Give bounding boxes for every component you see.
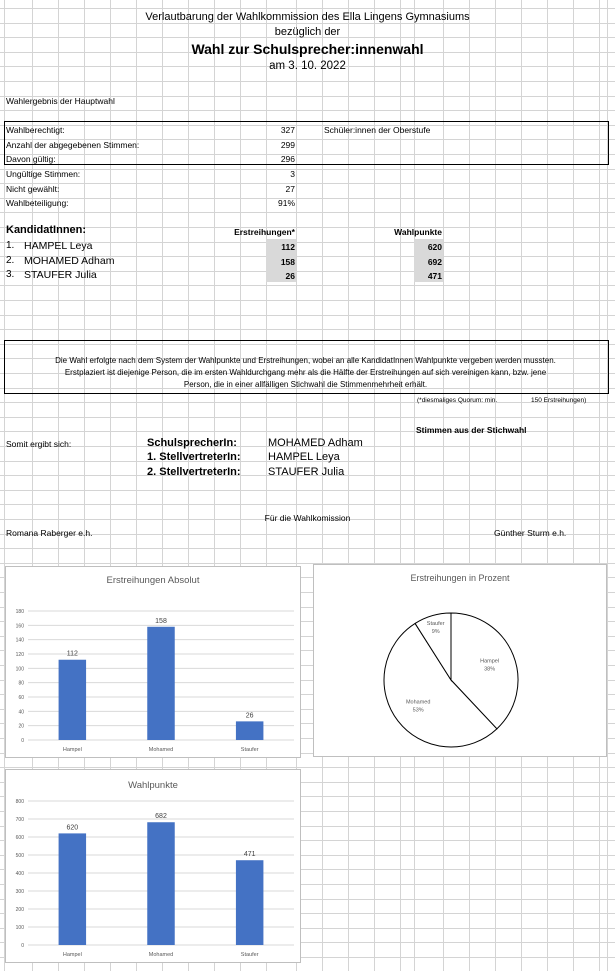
erstreihungen-prozent-chart (313, 564, 607, 757)
data-label: 112 (66, 650, 78, 658)
y-tick-label: 500 (15, 853, 24, 859)
wahlpunkte-plot (6, 770, 300, 962)
wahlpunkte-chart (5, 769, 301, 963)
x-tick-label: Staufer (240, 952, 259, 958)
chart-title: Erstreihungen Absolut (106, 575, 200, 586)
page-title: Wahl zur Schulsprecher:innenwahl (191, 41, 424, 57)
data-label: 682 (155, 813, 167, 821)
y-tick-label: 700 (15, 817, 24, 823)
data-label: 620 (66, 824, 79, 832)
y-tick-label: 60 (18, 695, 24, 701)
info-line-2: Erstplaziert ist diejenige Person, die im ersten Wahldurchgang mehr als die Hälfte der Erstreihungen auf sich vereinigen kann, bzw. jene (64, 368, 547, 377)
wahlpunkte-header: Wahlpunkte (394, 227, 442, 237)
y-tick-label: 40 (18, 709, 24, 716)
outcome-role: 2. StellvertreterIn: (147, 466, 241, 478)
y-tick-label: 80 (18, 680, 24, 687)
y-tick-label: 140 (15, 637, 24, 644)
y-tick-label: 200 (15, 907, 24, 913)
stat-label: Ungültige Stimmen: (6, 169, 81, 179)
stat-value: 91% (277, 198, 295, 208)
pie-value-label: 38% (484, 666, 496, 673)
y-tick-label: 100 (15, 666, 24, 673)
erstreihungen-prozent-plot (314, 565, 606, 756)
chart-title: Wahlpunkte (128, 780, 178, 791)
erstreihungen-header: Erstreihungen* (234, 227, 295, 237)
y-tick-label: 180 (15, 609, 24, 615)
pie-label: Staufer (426, 621, 445, 628)
candidate-wahlpunkte: 471 (427, 271, 442, 281)
signature-right: Günther Sturm e.h. (494, 528, 567, 538)
x-tick-label: Hampel (62, 952, 82, 958)
outcome-intro: Somit ergibt sich: (6, 439, 72, 449)
bar (236, 721, 263, 740)
info-line-1: Die Wahl erfolgte nach dem System der Wahlpunkte und Erstreihungen, wobei an alle KandidatInnen Wahlpunkte vergeben werden mussten. (55, 356, 556, 365)
y-tick-label: 800 (15, 799, 24, 805)
erstreihungen-absolut-plot (6, 567, 300, 757)
candidate-wahlpunkte: 620 (427, 242, 442, 252)
header-line-1: Verlautbarung der Wahlkommission des Ella Lingens Gymnasiums (145, 11, 470, 23)
outcome-name: MOHAMED Adham (268, 437, 363, 449)
election-date: am 3. 10. 2022 (269, 60, 346, 72)
stat-value: 3 (290, 169, 295, 179)
y-tick-label: 600 (15, 835, 24, 841)
stat-label: Davon gültig: (6, 154, 56, 164)
candidate-erstreihungen: 26 (285, 271, 295, 281)
pie-value-label: 53% (412, 707, 424, 714)
stat-label: Nicht gewählt: (6, 184, 60, 194)
y-tick-label: 0 (21, 738, 24, 744)
outcome-name: HAMPEL Leya (268, 451, 340, 463)
info-line-3: Person, die in einer allfälligen Stichwahl die Stimmenmehrheit erhält. (183, 380, 428, 389)
erstreihungen-absolut-chart (5, 566, 301, 758)
stat-label: Anzahl der abgegebenen Stimmen: (6, 140, 140, 150)
x-tick-label: Staufer (240, 747, 259, 753)
outcome-role: 1. StellvertreterIn: (147, 451, 241, 463)
pie-value-label: 9% (431, 629, 440, 636)
candidate-erstreihungen: 112 (281, 242, 295, 252)
quorum-label: (*diesmaliges Quorum: min. (417, 397, 498, 404)
stat-value: 327 (280, 125, 295, 135)
signature-left: Romana Raberger e.h. (6, 528, 93, 538)
stichwahl-label: Stimmen aus der Stichwahl (416, 425, 527, 435)
stat-label: Wahlberechtigt: (6, 125, 65, 135)
outcome-role: SchulsprecherIn: (147, 437, 237, 449)
y-tick-label: 0 (21, 943, 24, 949)
x-tick-label: Hampel (62, 747, 82, 753)
bar (59, 660, 86, 740)
stat-value: 299 (280, 140, 295, 150)
x-tick-label: Mohamed (148, 952, 174, 958)
y-tick-label: 20 (18, 723, 24, 730)
y-tick-label: 160 (15, 623, 24, 630)
data-label: 158 (155, 617, 167, 625)
signature-label: Für die Wahlkomission (264, 513, 351, 523)
stat-value: 27 (285, 184, 295, 194)
pie-label: Mohamed (405, 699, 431, 706)
candidate-number: 2. (6, 255, 15, 266)
candidate-number: 1. (6, 240, 15, 251)
stats-note: Schüler:innen der Oberstufe (324, 125, 431, 135)
header-line-2: bezüglich der (274, 26, 341, 38)
stat-value: 296 (280, 154, 295, 164)
candidate-number: 3. (6, 269, 15, 280)
outcome-name: STAUFER Julia (268, 466, 345, 478)
candidate-name: MOHAMED Adham (24, 255, 115, 267)
x-tick-label: Mohamed (148, 747, 174, 753)
y-tick-label: 300 (15, 889, 24, 895)
bar (59, 833, 86, 945)
data-label: 471 (243, 851, 256, 859)
chart-title: Erstreihungen in Prozent (410, 573, 510, 583)
result-heading: Wahlergebnis der Hauptwahl (6, 96, 115, 106)
candidates-heading: KandidatInnen: (6, 224, 87, 236)
y-tick-label: 400 (15, 871, 24, 877)
data-label: 26 (245, 712, 254, 720)
y-tick-label: 100 (15, 925, 24, 931)
quorum-value: 150 Erstreihungen) (531, 397, 587, 404)
candidate-erstreihungen: 158 (280, 257, 295, 267)
candidate-name: STAUFER Julia (24, 269, 97, 281)
candidate-name: HAMPEL Leya (24, 240, 93, 252)
stat-label: Wahlbeteiligung: (6, 198, 69, 208)
y-tick-label: 120 (15, 652, 24, 658)
bar (147, 822, 174, 945)
candidate-wahlpunkte: 692 (427, 257, 442, 267)
bar (147, 627, 174, 740)
bar (236, 860, 263, 945)
pie-label: Hampel (480, 658, 500, 665)
